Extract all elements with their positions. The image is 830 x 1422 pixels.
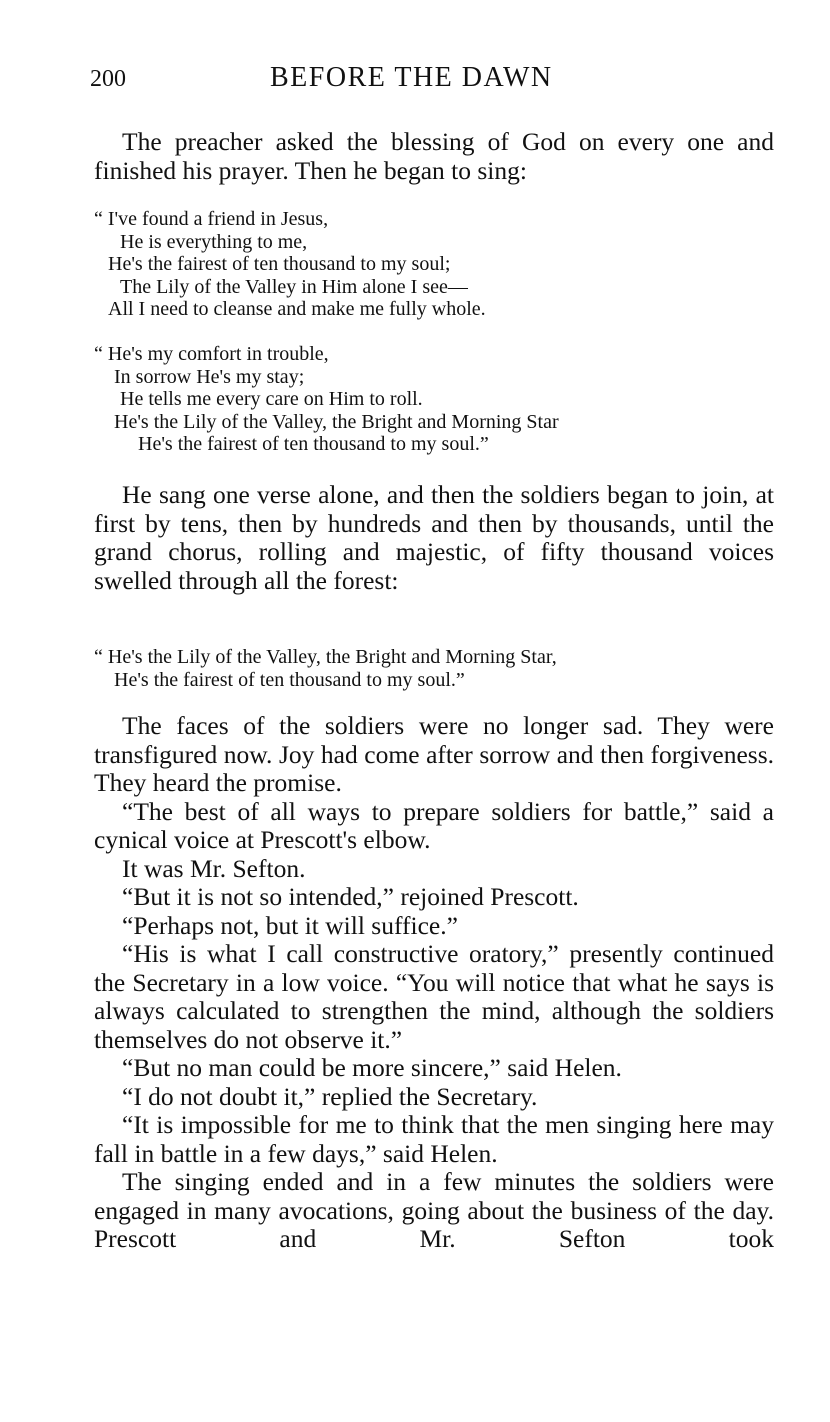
- hymn-verse-2: [94, 343, 774, 456]
- verse-line: He's the fairest of ten thousand to my soul;: [108, 253, 451, 275]
- chorus: [94, 646, 774, 691]
- verse-line: He's the fairest of ten thousand to my soul.”: [138, 433, 489, 455]
- hymn-verse-1: [94, 208, 774, 321]
- verse-line: “ He's the Lily of the Valley, the Bright and Morning Star,: [94, 646, 557, 668]
- verse-line: “ He's my comfort in trouble,: [94, 343, 329, 365]
- paragraph: “It is impossible for me to think that the men singing here may fall in battle in a few days,” said Helen.: [94, 1110, 774, 1168]
- page-number: 200: [90, 66, 126, 92]
- paragraph: “I do not doubt it,” replied the Secretary.: [122, 1081, 538, 1111]
- paragraph: “But no man could be more sincere,” said Helen.: [122, 1053, 622, 1082]
- closing-paragraphs-block: [94, 712, 774, 1254]
- verse-line: In sorrow He's my stay;: [114, 365, 305, 388]
- paragraph: The preacher asked the blessing of God on every one and finished his prayer. Then he began to sing:: [94, 127, 774, 185]
- paragraph: It was Mr. Sefton.: [122, 853, 306, 883]
- middle-paragraph-block: [94, 481, 774, 595]
- paragraph: “His is what I call constructive oratory,” presently continued the Secretary in a low voice. “You will notice that what he says is always calculated to strengthen the mind, although the soldiers themselves do not observe it.”: [94, 939, 774, 1054]
- verse-line: “ I've found a friend in Jesus,: [94, 208, 329, 230]
- verse-line: He is everything to me,: [120, 230, 308, 253]
- paragraph: “Perhaps not, but it will suffice.”: [122, 910, 458, 940]
- paragraph: “The best of all ways to prepare soldiers for battle,” said a cynical voice at Prescott's elbow.: [94, 796, 774, 854]
- verse-line: The Lily of the Valley in Him alone I see—: [120, 275, 468, 298]
- paragraph: He sang one verse alone, and then the soldiers began to join, at first by tens, then by hundreds and then by thousands, until the grand chorus, rolling and majestic, of fifty thousand voices swelled through all the forest:: [94, 480, 774, 595]
- verse-line: He's the Lily of the Valley, the Bright and Morning Star: [114, 410, 559, 433]
- verse-line: He's the fairest of ten thousand to my soul.”: [114, 668, 465, 691]
- verse-line: He tells me every care on Him to roll.: [120, 388, 423, 410]
- paragraph: “But it is not so intended,” rejoined Prescott.: [122, 882, 579, 911]
- page-header: [90, 62, 770, 98]
- running-head: BEFORE THE DAWN: [270, 62, 553, 93]
- verse-line: All I need to cleanse and make me fully whole.: [108, 298, 486, 320]
- paragraph: The faces of the soldiers were no longer sad. They were transfigured now. Joy had come after sorrow and then forgiveness. They heard the promise.: [94, 711, 774, 797]
- opening-paragraph-block: [94, 128, 774, 185]
- paragraph: The singing ended and in a few minutes the soldiers were engaged in many avocations, going about the business of the day. Prescott and Mr. Sefton took: [94, 1167, 774, 1253]
